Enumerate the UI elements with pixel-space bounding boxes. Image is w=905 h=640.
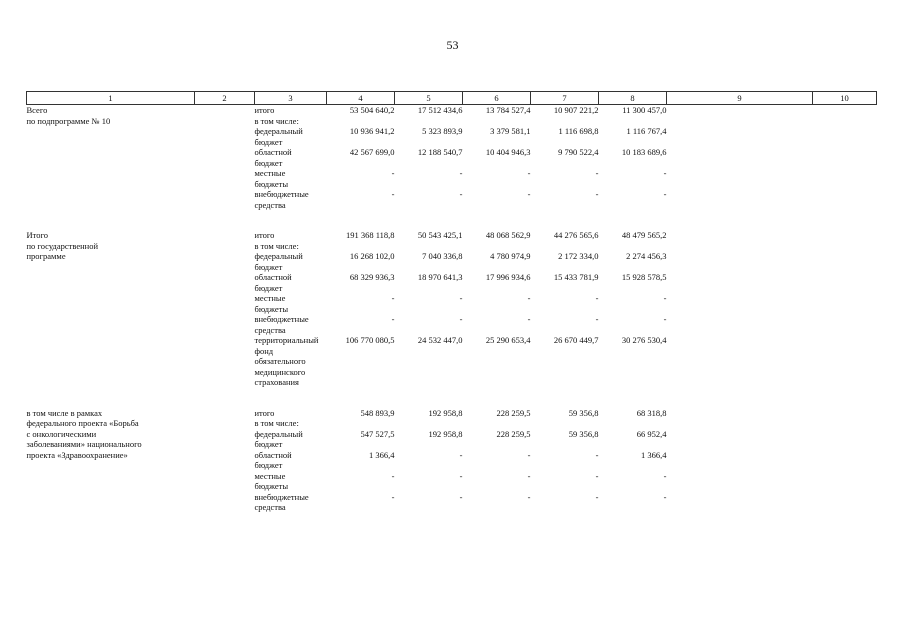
amount-cell: 30 276 530,4 (621, 335, 667, 345)
group-label-line: программе (26, 251, 66, 261)
column-2-cell (195, 126, 255, 147)
amount-cell: 59 356,8 (568, 407, 599, 418)
column-2-cell (195, 147, 255, 168)
amount-cell: - (595, 470, 599, 481)
amount-cell: - (391, 293, 395, 303)
table-body (27, 105, 877, 513)
column-9-cell (667, 314, 813, 335)
amount-cell: - (595, 168, 599, 178)
column-9-cell (667, 105, 813, 116)
funding-source-cell: федеральный бюджет (254, 251, 303, 272)
column-header: 10 (813, 92, 877, 105)
amount-cell: 24 532 447,0 (417, 335, 463, 345)
funding-source-cell: в том числе: (254, 240, 299, 251)
column-10-cell (813, 272, 877, 293)
amount-cell: - (459, 470, 463, 481)
amount-cell: 48 068 562,9 (485, 230, 531, 240)
amount-cell: 2 172 334,0 (558, 251, 599, 261)
amount-cell: 13 784 527,4 (485, 105, 531, 115)
amount-cell: 192 958,8 (428, 428, 463, 439)
column-header: 3 (255, 92, 327, 105)
column-9-cell (667, 335, 813, 388)
amount-cell: - (391, 314, 395, 324)
column-9-cell (667, 168, 813, 189)
table-row (27, 408, 877, 419)
amount-cell: 1 366,4 (369, 449, 395, 460)
column-header: 2 (195, 92, 255, 105)
column-2-cell (195, 429, 255, 450)
amount-cell: - (595, 189, 599, 199)
amount-cell (599, 241, 667, 252)
column-header: 8 (599, 92, 667, 105)
group-label-line: с онкологическими (26, 428, 97, 439)
column-2-cell (195, 408, 255, 419)
amount-cell: 3 379 581,1 (490, 126, 531, 136)
amount-cell: - (527, 491, 531, 502)
group-label-line: по государственной (26, 240, 99, 251)
column-10-cell (813, 293, 877, 314)
amount-cell (463, 418, 531, 429)
amount-cell (531, 116, 599, 127)
amount-cell (463, 241, 531, 252)
column-2-cell (195, 251, 255, 272)
group-spacer (27, 388, 877, 408)
column-2-cell (195, 168, 255, 189)
amount-cell: 10 936 941,2 (349, 126, 395, 136)
page-number: 53 (446, 38, 459, 52)
amount-cell: 191 368 118,8 (345, 230, 395, 240)
amount-cell: - (663, 189, 667, 199)
amount-cell (395, 241, 463, 252)
amount-cell: 548 893,9 (360, 407, 395, 418)
amount-cell: - (459, 189, 463, 199)
funding-source-cell: территориальный фонд обязательного медицинского страхования (254, 335, 319, 387)
column-10-cell (813, 471, 877, 492)
amount-cell: 42 567 699,0 (349, 147, 395, 157)
group-spacer (27, 210, 877, 230)
amount-cell (327, 418, 395, 429)
funding-source-cell: областной бюджет (254, 147, 292, 168)
group-label (27, 230, 195, 388)
column-10-cell (813, 429, 877, 450)
funding-source-cell: внебюджетные средства (254, 491, 309, 512)
column-10-cell (813, 251, 877, 272)
column-2-cell (195, 230, 255, 241)
amount-cell: - (595, 449, 599, 460)
column-9-cell (667, 293, 813, 314)
amount-cell: 26 670 449,7 (553, 335, 599, 345)
column-9-cell (667, 418, 813, 429)
funding-source-cell: областной бюджет (254, 449, 292, 470)
amount-cell: 10 907 221,2 (553, 105, 599, 115)
column-10-cell (813, 189, 877, 210)
funding-source-cell: в том числе: (254, 115, 299, 126)
amount-cell: 1 366,4 (641, 449, 667, 460)
column-header: 6 (463, 92, 531, 105)
column-10-cell (813, 147, 877, 168)
column-10-cell (813, 492, 877, 513)
funding-source-cell: внебюджетные средства (254, 314, 309, 335)
column-header: 9 (667, 92, 813, 105)
amount-cell: 18 970 641,3 (417, 272, 463, 282)
group-label-line: Итого (26, 230, 49, 240)
group-label-line: проекта «Здравоохранение» (26, 449, 128, 460)
amount-cell: 25 290 653,4 (485, 335, 531, 345)
amount-cell: 53 504 640,2 (349, 105, 395, 115)
amount-cell: - (595, 293, 599, 303)
amount-cell: 228 259,5 (496, 407, 531, 418)
group-label (27, 105, 195, 211)
column-header: 1 (27, 92, 195, 105)
amount-cell (531, 241, 599, 252)
amount-cell: 228 259,5 (496, 428, 531, 439)
column-10-cell (813, 126, 877, 147)
amount-cell (599, 116, 667, 127)
amount-cell: 15 928 578,5 (621, 272, 667, 282)
amount-cell: 192 958,8 (428, 407, 463, 418)
table-header (27, 92, 877, 105)
amount-cell: - (459, 491, 463, 502)
column-9-cell (667, 230, 813, 241)
column-9-cell (667, 429, 813, 450)
amount-cell: - (663, 491, 667, 502)
column-10-cell (813, 230, 877, 241)
amount-cell: 547 527,5 (360, 428, 395, 439)
column-10-cell (813, 335, 877, 388)
funding-source-cell: местные бюджеты (254, 168, 289, 189)
column-10-cell (813, 314, 877, 335)
funding-source-cell: федеральный бюджет (254, 126, 303, 147)
column-2-cell (195, 241, 255, 252)
column-10-cell (813, 418, 877, 429)
table-row (27, 230, 877, 241)
column-2-cell (195, 418, 255, 429)
amount-cell: - (527, 470, 531, 481)
amount-cell: 2 274 456,3 (626, 251, 667, 261)
amount-cell: 7 040 336,8 (422, 251, 463, 261)
amount-cell: 10 183 689,6 (621, 147, 667, 157)
group-label-line: в том числе в рамках (26, 407, 103, 418)
group-label (27, 408, 195, 513)
column-2-cell (195, 272, 255, 293)
amount-cell: - (459, 314, 463, 324)
amount-cell: 15 433 781,9 (553, 272, 599, 282)
column-10-cell (813, 105, 877, 116)
amount-cell: 4 780 974,9 (490, 251, 531, 261)
column-10-cell (813, 408, 877, 419)
amount-cell (531, 418, 599, 429)
funding-source-cell: местные бюджеты (254, 470, 289, 491)
amount-cell (327, 116, 395, 127)
amount-cell: 17 512 434,6 (417, 105, 463, 115)
group-label-line: заболеваниями» национального (26, 439, 142, 449)
amount-cell: 5 323 893,9 (422, 126, 463, 136)
amount-cell: - (663, 314, 667, 324)
column-2-cell (195, 105, 255, 116)
amount-cell: - (391, 189, 395, 199)
funding-source-cell: итого (254, 230, 275, 240)
amount-cell (395, 116, 463, 127)
column-2-cell (195, 471, 255, 492)
funding-source-cell: итого (254, 407, 275, 418)
amount-cell: 66 952,4 (636, 428, 667, 439)
amount-cell: - (391, 168, 395, 178)
amount-cell: 44 276 565,6 (553, 230, 599, 240)
amount-cell: - (663, 293, 667, 303)
amount-cell: - (527, 189, 531, 199)
column-9-cell (667, 492, 813, 513)
column-header: 5 (395, 92, 463, 105)
column-10-cell (813, 450, 877, 471)
amount-cell: - (663, 470, 667, 481)
amount-cell (327, 241, 395, 252)
amount-cell: 11 300 457,0 (622, 105, 667, 115)
column-9-cell (667, 471, 813, 492)
column-2-cell (195, 314, 255, 335)
column-2-cell (195, 116, 255, 127)
amount-cell: - (391, 470, 395, 481)
amount-cell: - (595, 491, 599, 502)
amount-cell: - (527, 314, 531, 324)
amount-cell: 17 996 934,6 (485, 272, 531, 282)
funding-source-cell: федеральный бюджет (254, 428, 303, 449)
funding-source-cell: итого (254, 105, 275, 115)
amount-cell: 50 543 425,1 (417, 230, 463, 240)
amount-cell (395, 418, 463, 429)
amount-cell: 106 770 080,5 (345, 335, 395, 345)
amount-cell (463, 116, 531, 127)
amount-cell: 12 188 540,7 (417, 147, 463, 157)
amount-cell: - (527, 293, 531, 303)
amount-cell: 59 356,8 (568, 428, 599, 439)
amount-cell: - (527, 168, 531, 178)
column-9-cell (667, 116, 813, 127)
funding-source-cell: областной бюджет (254, 272, 292, 293)
column-2-cell (195, 492, 255, 513)
group-label-line: Всего (26, 105, 48, 115)
amount-cell: - (459, 449, 463, 460)
amount-cell: 10 404 946,3 (485, 147, 531, 157)
funding-source-cell: в том числе: (254, 418, 299, 428)
amount-cell: 1 116 767,4 (626, 126, 667, 136)
column-9-cell (667, 126, 813, 147)
column-2-cell (195, 450, 255, 471)
funding-source-cell: внебюджетные средства (254, 189, 309, 210)
amount-cell: 16 268 102,0 (349, 251, 395, 261)
amount-cell: 1 116 698,8 (558, 126, 599, 136)
column-number-row (27, 92, 877, 105)
budget-table (26, 91, 877, 513)
amount-cell: - (459, 293, 463, 303)
column-9-cell (667, 241, 813, 252)
column-header: 4 (327, 92, 395, 105)
column-9-cell (667, 450, 813, 471)
amount-cell: - (663, 168, 667, 178)
column-2-cell (195, 189, 255, 210)
column-9-cell (667, 147, 813, 168)
amount-cell: 9 790 522,4 (558, 147, 599, 157)
column-2-cell (195, 293, 255, 314)
group-label-line: по подпрограмме № 10 (26, 115, 111, 126)
amount-cell: - (527, 449, 531, 460)
amount-cell: - (391, 491, 395, 502)
amount-cell: - (459, 168, 463, 178)
funding-source-cell: местные бюджеты (254, 293, 289, 314)
column-header: 7 (531, 92, 599, 105)
column-9-cell (667, 251, 813, 272)
column-10-cell (813, 168, 877, 189)
column-10-cell (813, 241, 877, 252)
column-2-cell (195, 335, 255, 388)
amount-cell: 48 479 565,2 (621, 230, 667, 240)
column-10-cell (813, 116, 877, 127)
column-9-cell (667, 408, 813, 419)
amount-cell (599, 418, 667, 429)
column-9-cell (667, 189, 813, 210)
amount-cell: 68 329 936,3 (349, 272, 395, 282)
amount-cell: - (595, 314, 599, 324)
table-row (27, 105, 877, 116)
amount-cell: 68 318,8 (636, 407, 667, 418)
group-label-line: федерального проекта «Борьба (26, 418, 139, 428)
column-9-cell (667, 272, 813, 293)
